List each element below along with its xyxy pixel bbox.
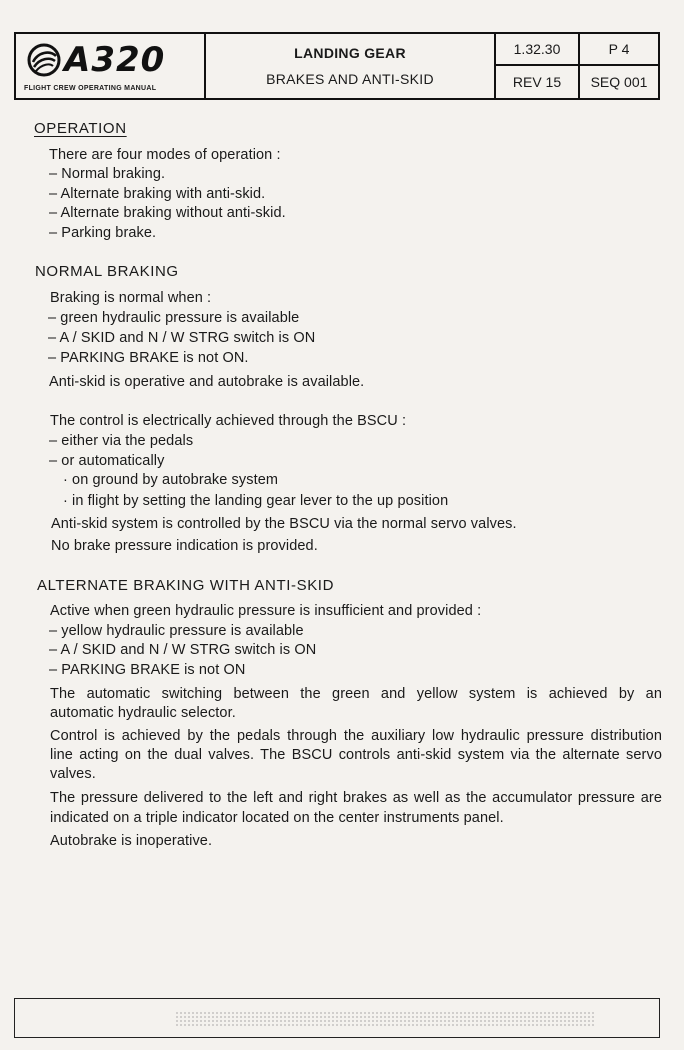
list-item: – Alternate braking with anti-skid. [49,186,266,202]
list-item: – or automatically [49,453,165,469]
logo-text: A320 [64,40,166,80]
text-line: automatic hydraulic selector. [50,705,236,721]
list-item: – PARKING BRAKE is not ON [49,662,246,678]
text-line: Autobrake is inoperative. [50,833,213,849]
list-item: – green hydraulic pressure is available [48,310,300,326]
text-line: The control is electrically achieved through the BSCU : [50,413,407,429]
page-ref: 1.32.30 [496,34,580,66]
page-footer [14,998,660,1038]
text-line: line acting on the dual valves. The BSCU controls anti-skid system via the alternate servo [50,747,662,763]
page-number: P 4 [580,34,658,66]
text-line: Active when green hydraulic pressure is insufficient and provided : [50,603,482,619]
text-line: The pressure delivered to the left and right brakes as well as the accumulator pressure are [50,790,662,806]
airbus-swirl-icon [26,42,62,78]
footer-print-texture [175,1011,595,1027]
sequence: SEQ 001 [590,74,648,90]
list-item: – A / SKID and N / W STRG switch is ON [48,330,316,346]
sub-list-item: · on ground by autobrake system [63,472,279,488]
list-item: – Parking brake. [49,225,157,241]
section-title: BRAKES AND ANTI-SKID [266,71,434,87]
text-line: No brake pressure indication is provided. [51,538,318,554]
section-heading-normal-braking: NORMAL BRAKING [35,263,179,280]
reference-cell [496,34,658,98]
revision: REV 15 [496,66,580,98]
chapter-title: LANDING GEAR [294,45,406,61]
logo-cell [16,34,206,98]
text-line: There are four modes of operation : [49,147,281,163]
text-line: Anti-skid is operative and autobrake is available. [49,374,365,390]
list-item: – PARKING BRAKE is not ON. [48,350,249,366]
sub-list-item: · in flight by setting the landing gear lever to the up position [63,493,449,509]
page-header [14,32,660,100]
title-cell [206,34,496,98]
list-item: – A / SKID and N / W STRG switch is ON [49,642,317,658]
text-line: indicated on a triple indicator located on the center instruments panel. [50,810,504,826]
list-item: – yellow hydraulic pressure is available [49,623,304,639]
manual-subtitle: FLIGHT CREW OPERATING MANUAL [24,85,157,92]
text-line: valves. [50,766,96,782]
text-line: Control is achieved by the pedals through the auxiliary low hydraulic pressure distribution [50,728,662,744]
text-line: Braking is normal when : [50,290,212,306]
section-heading-alternate-braking: ALTERNATE BRAKING WITH ANTI-SKID [37,577,335,594]
section-heading-operation: OPERATION [34,120,127,137]
list-item: – either via the pedals [49,433,194,449]
list-item: – Normal braking. [49,166,166,182]
text-line: Anti-skid system is controlled by the BSCU via the normal servo valves. [51,516,517,532]
list-item: – Alternate braking without anti-skid. [49,205,286,221]
text-line: The automatic switching between the green and yellow system is achieved by an [50,686,662,702]
airbus-logo [26,42,165,78]
